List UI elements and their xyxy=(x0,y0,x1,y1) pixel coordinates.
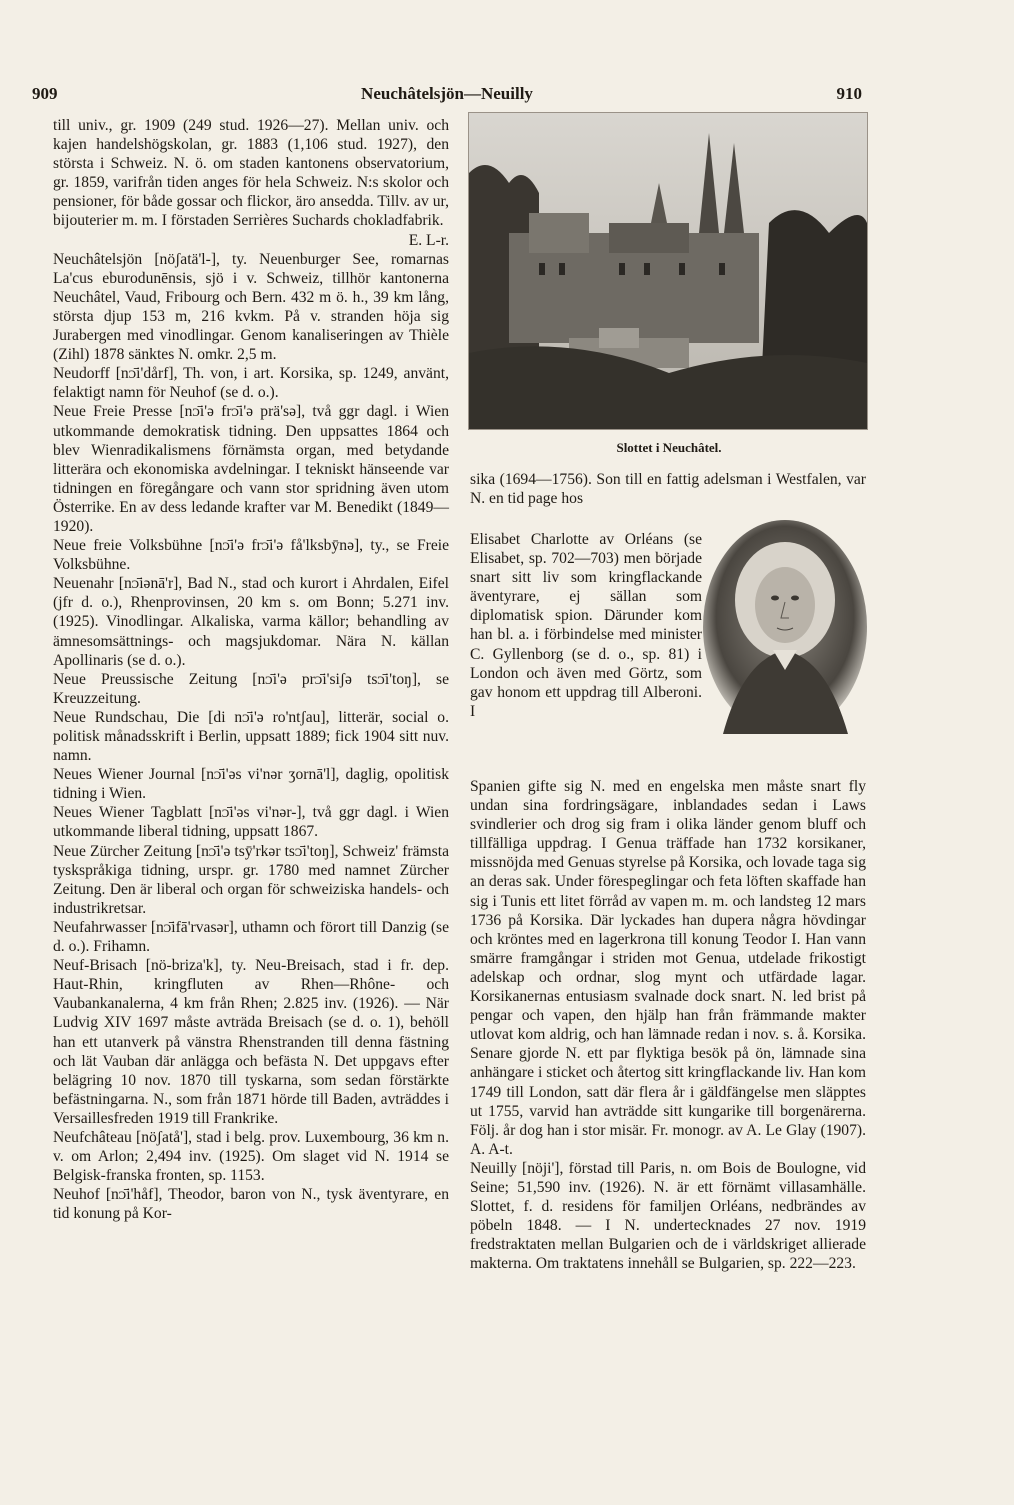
entry-neue-zurcher-zeitung: Neue Zürcher Zeitung [nᴐ̄i'ə tsȳ'rkər tsᴐ̄i'toŋ], Schweiz' främsta tyskspråkiga tidning, urspr. gr. 1780 med namnet Zürcher Zeitung. Den är liberal och organ för schweiziska handels- och industrikretsar. xyxy=(53,842,449,917)
entry-neue-rundschau: Neue Rundschau, Die [di nᴐ̄i'ə ro'ntʃau], litterär, social o. politisk månadsskrift i Berlin, uppsatt 1889; fick 1904 sitt nuv. namn. xyxy=(53,708,449,765)
page-number-left: 909 xyxy=(32,84,58,103)
right-column-main xyxy=(470,777,866,1273)
entry-neue-freie-volksbuhne: Neue freie Volksbühne [nᴐ̄i'ə frᴐ̄i'ə få'lksbȳnə], ty., se Freie Volksbühne. xyxy=(53,537,449,574)
figure-caption: Slottet i Neuchâtel. xyxy=(616,440,722,455)
author-signature: E. L-r. xyxy=(408,231,449,249)
entry-neufahrwasser: Neufahrwasser [nᴐ̄ifā'rvasər], uthamn och förort till Danzig (se d. o.). Frihamn. xyxy=(53,918,449,956)
running-title: Neuchâtelsjön—Neuilly xyxy=(361,84,533,103)
entry-neuhof-continued: sika (1694—1756). Son till en fattig adelsman i Westfalen, var N. en tid page hos xyxy=(470,471,866,508)
entry-neudorff: Neudorff [nᴐ̄i'dårf], Th. von, i art. Korsika, sp. 1249, använt, felaktigt namn för Neuhof (se d. o.). xyxy=(53,365,449,402)
entry-neuchatelsjon: Neuchâtelsjön [nöʃatä'l-], ty. Neuenburger See, romarnas La'cus eburodunēnsis, sjö i v. Schweiz, tillhör kantonerna Neuchâtel, Vaud, Fribourg och Bern. 432 m ö. h., 39 km lång, största djup 153 m, 216 kvkm. På v. stranden höja sig Jurabergen med vinodlingar. Genom kanaliseringen av Thièle (Zihl) 1878 sänktes N. omkr. 2,5 m. xyxy=(53,250,449,364)
right-column-top xyxy=(470,470,866,508)
entry-neues-wiener-journal: Neues Wiener Journal [nᴐ̄i'əs vi'nər ʒornā'l], daglig, opolitisk tidning i Wien. xyxy=(53,766,449,803)
entry-neuenahr: Neuenahr [nᴐ̄iənā'r], Bad N., stad och kurort i Ahrdalen, Eifel (jfr d. o.), Rhenprovinsen, 20 km s. om Bonn; 5.271 inv. (1925). Vinodlingar. Alkaliska, varma källor; behandling av ämnesomsättnings- och magsjukdomar. Nära N. källan Apollinaris (se d. o.). xyxy=(53,575,449,669)
entry-neuhof: Neuhof [nᴐ̄i'håf], Theodor, baron von N., tysk äventyrare, en tid konung på Kor- xyxy=(53,1186,449,1223)
page-header xyxy=(32,84,862,104)
entry-neuhof-wrapped: Elisabet Charlotte av Orléans (se Elisabet, sp. 702—703) men började snart sitt liv som kringflackande äventyrare, ej sällan som diplomatisk spion. Därunder kom han bl. a. i förbindelse med minister C. Gyllenborg (se d. o., sp. 81) i London och även med Görtz, som gav honom ett uppdrag till Alberoni. I xyxy=(470,531,702,720)
entry-continuation: till univ., gr. 1909 (249 stud. 1926—27). Mellan univ. och kajen handelshögskolan, gr. 1883 (1,106 stud. 1927), den största i Schweiz. N. ö. om staden kantonens observatorium, gr. 1859, varifrån tiden anges för hela Schweiz. N:s skolor och pensioner, för både gossar och flickor, äro ansedda. Tillv. av ur, bijouterier m. m. I förstaden Serrières Suchards chokladfabrik. xyxy=(53,117,449,230)
entry-neufchateau: Neufchâteau [nöʃatå'], stad i belg. prov. Luxembourg, 36 km n. v. om Arlon; 2,494 inv. (1925). Om slaget vid N. 1914 se Belgisk-franska fronten, sp. 1153. xyxy=(53,1128,449,1185)
right-column-wrapped-text xyxy=(470,530,702,721)
entry-neue-freie-presse: Neue Freie Presse [nᴐ̄i'ə frᴐ̄i'ə prä'sə], två ggr dagl. i Wien utkommande demokratisk tidning. Den uppsattes 1864 och blev Wienradikalismens förnämsta organ, med betydande litterära och ekonomiska avdelningar. I tekniskt hänseende var tidningen en föregångare och vann stor spridning även utom Österrike. En av dess ledande krafter var M. Benedikt (1849—1920). xyxy=(53,403,449,535)
entry-neue-preussische-zeitung: Neue Preussische Zeitung [nᴐ̄i'ə prᴐ̄i'siʃə tsᴐ̄i'toŋ], se Kreuzzeitung. xyxy=(53,670,449,707)
entry-neuhof-final: Spanien gifte sig N. med en engelska men måste snart fly undan sina fordringsägare, inblandades sedan i Laws svindlerier och drog sig fram i olika länder genom bluff och tillfälliga uppdrag. I Genua träffade han 1732 korsikaner, missnöjda med Genuas styrelse på Korsika, och lovade taga sig an deras sak. Under förespeglingar och feta löften skaffade han sig i Tunis ett litet förråd av vapen m. m. och landsteg 12 mars 1736 på Korsika. Där lyckades han dupera några hövdingar och kröntes med en lagerkrona till konung Teodor I. Han vann smärre framgångar i striden mot Genua, utdelade frikostigt adelskap och ordnar, slog mynt och utfärdade lagar. Korsikanernas entusiasm svalnade dock snart. N. led brist på pengar och vapen, den hjälp han från främmande makter utlovat kom aldrig, och han lämnade redan i nov. s. å. Korsika. Senare gjorde N. ett par flyktiga besök på ön, lämnade sina anhängare i sticket och återtog sitt kringflackande liv. Han kom 1749 till London, satt där flera år i gäldfängelse men släpptes ut 1755, varvid han avträdde sitt kungarike till borgenärerna. Följ. år dog han i stor misär. Fr. monogr. av A. Le Glay (1907). A. A-t. xyxy=(470,778,866,1158)
entry-neuf-brisach: Neuf-Brisach [nö-briza'k], ty. Neu-Breisach, stad i fr. dep. Haut-Rhin, kringfluten av Rhen—Rhône- och Vaubankanalerna, 4 km från Rhen; 2.825 inv. (1926). — När Ludvig XIV 1697 måste avträda Breisach (se d. o. 1), behöll han ett utanverk på vänstra Rhenstranden till denna fästning och lät Vauban där anlägga och befästa N. Det uppgavs efter belägring 10 nov. 1870 till tyskarna, som sedan förstärkte befästningarna. N., som från 1871 hörde till Baden, avträddes i Versaillesfreden 1919 till Frankrike. xyxy=(53,957,449,1127)
entry-neues-wiener-tagblatt: Neues Wiener Tagblatt [nᴐ̄i'əs vi'nər-], två ggr dagl. i Wien utkommande liberal tidning, uppsatt 1867. xyxy=(53,804,449,841)
portrait-engraving xyxy=(703,520,868,734)
entry-neuilly: Neuilly [nöji'], förstad till Paris, n. om Bois de Boulogne, vid Seine; 51,590 inv. (1926). N. är ett förnämt villasamhälle. Slottet, f. d. residens för familjen Orléans, nedbrändes av pöbeln 1848. — I N. undertecknades 27 nov. 1919 fredstraktaten mellan Bulgarien och de i världskriget allierade makterna. Om traktatens innehåll se Bulgarien, sp. 222—223. xyxy=(470,1159,866,1273)
page-number-right: 910 xyxy=(836,84,862,103)
left-column xyxy=(53,116,449,1223)
castle-photo xyxy=(468,112,868,430)
